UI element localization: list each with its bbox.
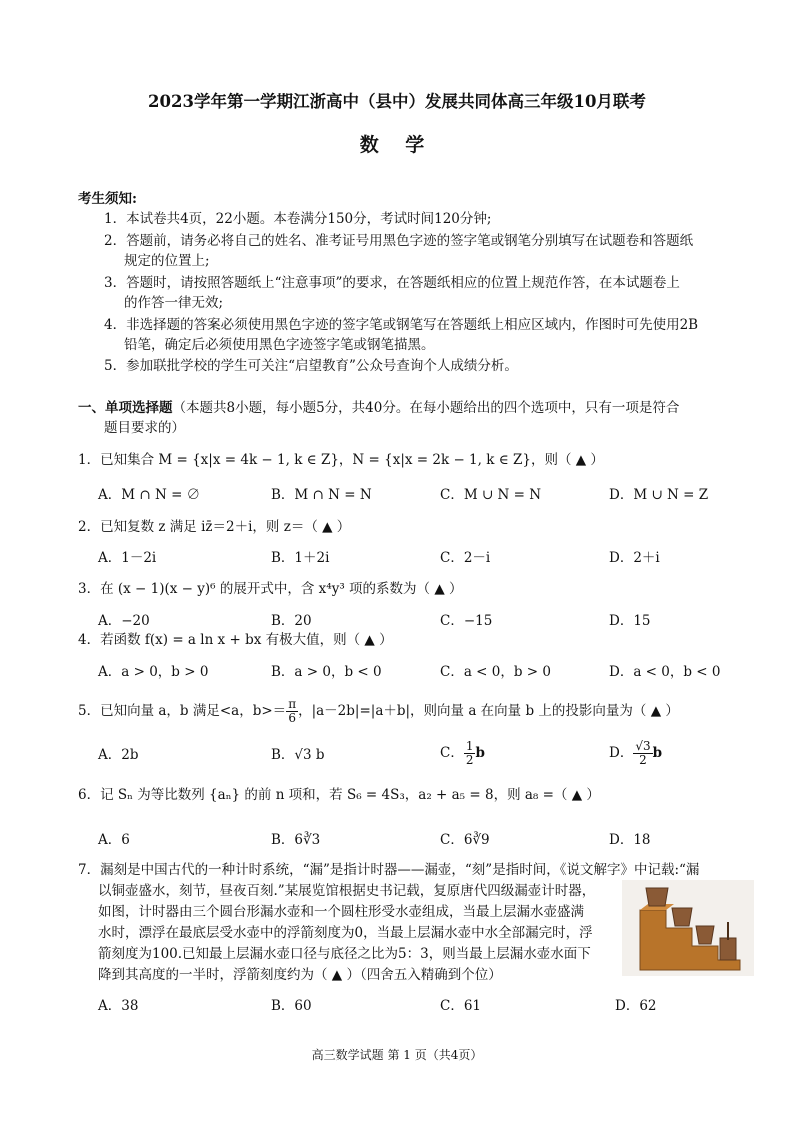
question-5-stem-part2: ，|a－2b|=|a＋b|，则向量 a 在向量 b 上的投影向量为（ ▲ ） [298,703,679,719]
notice-item-3-cont: 的作答一律无效; [124,295,224,311]
question-5-option-a: A．2b [98,747,139,763]
question-7-option-a: A．38 [98,998,139,1014]
question-7-line-1: 7．漏刻是中国古代的一种计时系统，“漏”是指计时器——漏壶，“刻”是指时间，《说文解字》中记载:“漏 [78,862,700,878]
question-3-option-a: A．−20 [98,613,150,629]
question-1-stem: 1．已知集合 M = {x|x = 4k − 1, k ∈ Z}，N = {x|x = 2k − 1, k ∈ Z}，则（ ▲ ） [78,452,604,468]
fraction-numerator: π [288,697,297,711]
question-2-option-d: D．2＋i [609,550,660,566]
fraction-denominator: 2 [639,753,647,767]
question-3-option-b: B．20 [271,613,312,629]
question-6-stem: 6．记 Sₙ 为等比数列 {aₙ} 的前 n 项和，若 S₆ = 4S₃，a₂ + a₅ = 8，则 a₈ =（ ▲ ） [78,787,600,803]
question-2-option-a: A．1－2i [98,550,157,566]
question-2-option-c: C．2－i [440,550,491,566]
question-4-option-b: B．a > 0，b < 0 [271,664,382,680]
third-pot-shape [696,926,714,944]
notice-item-3: 3．答题时，请按照答题纸上“注意事项”的要求，在答题纸相应的位置上规范作答，在本试题卷上 [104,275,680,291]
page-footer: 高三数学试题 第 1 页（共4页） [311,1048,483,1062]
option-d-vector: b [652,745,663,761]
question-1-option-c: C．M ∪ N = N [440,487,542,503]
question-2-stem: 2．已知复数 z 满足 iz̄＝2＋i，则 z＝（ ▲ ） [78,519,351,535]
question-6-option-b: B．6∛3 [271,832,321,848]
notice-item-4-cont: 铅笔，确定后必须使用黑色字迹签字笔或钢笔描黑。 [124,337,435,353]
option-c-fraction [464,740,476,767]
option-d-fraction [633,740,652,767]
notice-item-2: 2．答题前，请务必将自己的姓名、准考证号用黑色字迹的签字笔或钢笔分别填写在试题卷和答题纸 [104,233,694,249]
question-5-angle-fraction [286,698,298,725]
question-1-option-b: B．M ∩ N = N [271,487,372,503]
section-header [78,399,679,418]
section-label: 一、单项选择题 [78,400,173,416]
fraction-denominator: 6 [288,711,296,725]
subject-title: 数 学 [359,134,435,156]
float-arrow-shape [727,922,729,940]
option-c-label: C． [440,745,464,761]
water-clock-photo [622,880,754,976]
question-4-option-d: D．a < 0，b < 0 [609,664,721,680]
question-3-option-d: D．15 [609,613,651,629]
second-pot-shape [672,908,692,926]
question-7-line-6: 降到其高度的一半时，浮箭刻度约为（ ▲ ）（四舍五入精确到个位） [98,967,502,983]
exam-title: 2023学年第一学期江浙高中（县中）发展共同体高三年级10月联考 [148,92,646,111]
question-7-option-d: D．62 [615,998,657,1014]
question-7-line-4: 水时，漂浮在最底层受水壶中的浮箭刻度为0，当最上层漏水壶中水全部漏完时，浮 [98,925,593,941]
question-5-stem-part1: 5．已知向量 a，b 满足<a，b>＝ [78,703,287,719]
notice-item-4: 4．非选择题的答案必须使用黑色字迹的签字笔或钢笔写在答题纸上相应区域内，作图时可先使用2B [104,317,699,333]
question-7-line-2: 以铜壶盛水，刻节，昼夜百刻.”某展览馆根据史书记载，复原唐代四级漏壶计时器， [98,883,596,899]
question-4-stem: 4．若函数 f(x) = a ln x + bx 有极大值，则（ ▲ ） [78,632,393,648]
top-pot-shape [646,888,668,906]
section-desc: （本题共8小题，每小题5分，共40分。在每小题给出的四个选项中，只有一项是符合 [172,400,680,416]
question-6-option-a: A．6 [98,832,130,848]
question-7-option-c: C．61 [440,998,482,1014]
question-5-option-b: B．√3 b [271,747,325,763]
question-6-option-c: C．6∛9 [440,832,490,848]
option-c-vector: b [475,745,485,761]
notice-item-1: 1．本试卷共4页，22小题。本卷满分150分，考试时间120分钟; [104,211,492,227]
question-2-option-b: B．1＋2i [271,550,330,566]
question-3-option-c: C．−15 [440,613,493,629]
section-desc-cont: 题目要求的） [104,420,185,436]
question-5-option-c [440,740,485,767]
question-3-stem: 3．在 (x − 1)(x − y)⁶ 的展开式中，含 x⁴y³ 项的系数为（ ▲ ） [78,581,463,597]
question-5-stem [78,696,679,726]
question-7-option-b: B．60 [271,998,312,1014]
question-6-option-d: D．18 [609,832,651,848]
notice-item-2-cont: 规定的位置上; [124,253,210,269]
question-7-line-5: 箭刻度为100.已知最上层漏水壶口径与底径之比为5：3，则当最上层漏水壶水面下 [98,946,591,962]
question-4-option-c: C．a < 0，b > 0 [440,664,551,680]
fraction-numerator: 1 [465,739,474,753]
question-4-option-a: A．a > 0，b > 0 [98,664,209,680]
question-1-option-a: A．M ∩ N = ∅ [98,487,201,503]
receiving-pot-shape [720,938,736,960]
option-d-label: D． [609,745,634,761]
question-7-line-3: 如图，计时器由三个圆台形漏水壶和一个圆柱形受水壶组成，当最上层漏水壶盛满 [98,904,584,920]
question-5-option-d [609,740,662,767]
question-1-option-d: D．M ∪ N = Z [609,487,709,503]
fraction-denominator: 2 [465,753,474,767]
notice-item-5: 5．参加联批学校的学生可关注“启望教育”公众号查询个人成绩分析。 [104,358,518,374]
notice-heading: 考生须知: [78,191,137,207]
fraction-numerator: √3 [635,739,651,753]
